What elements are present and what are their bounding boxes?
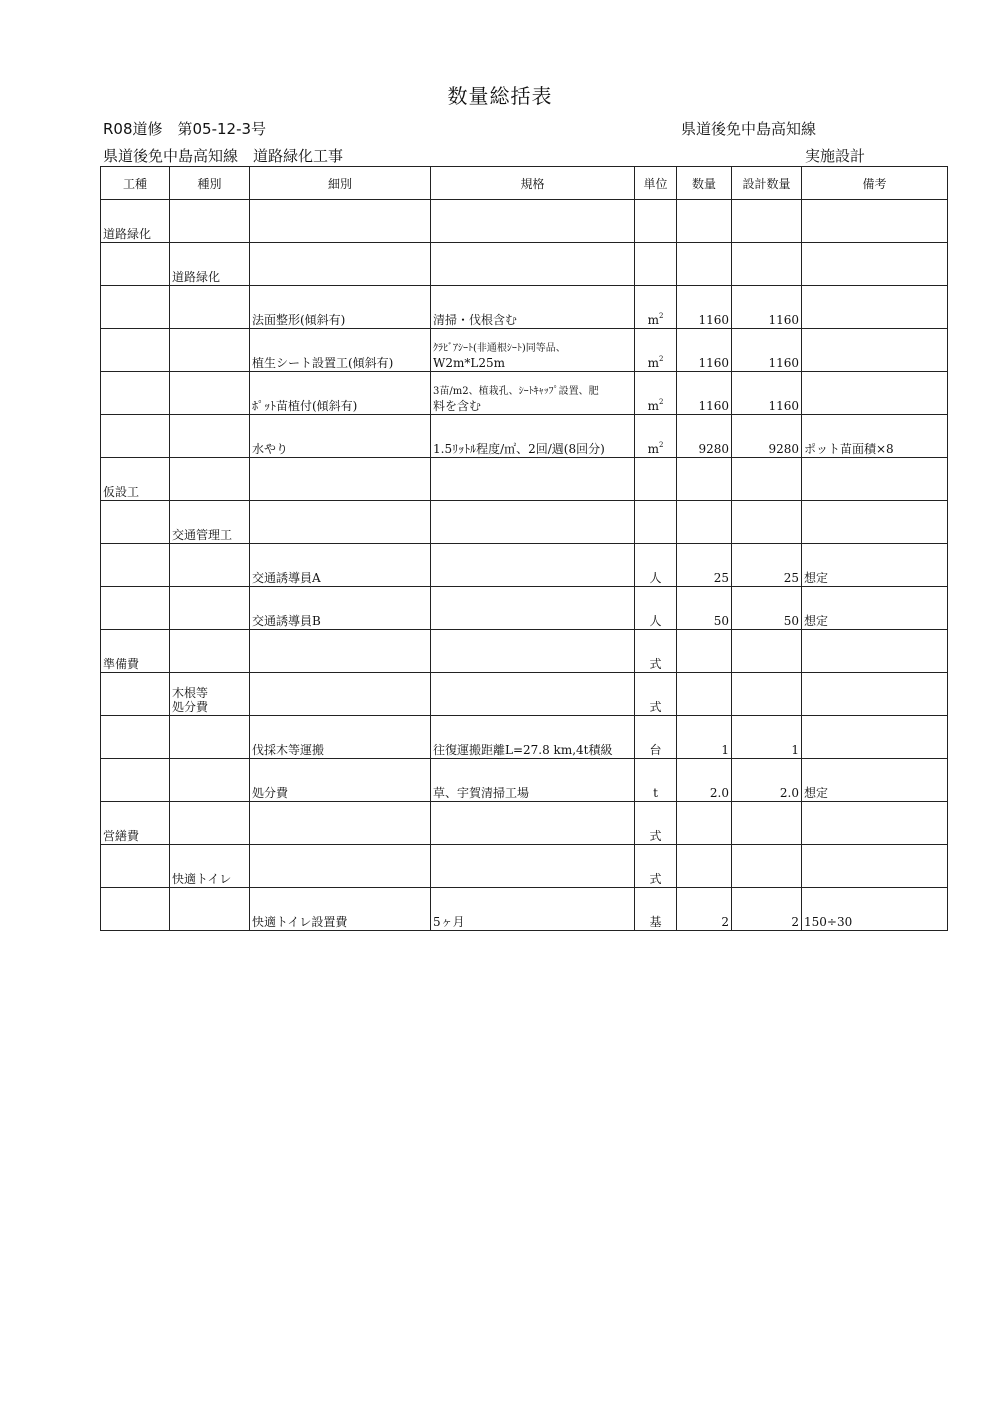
- suryo-cell: [677, 458, 732, 501]
- tani-cell: 式: [635, 673, 677, 716]
- biko-cell: 150÷30: [802, 888, 948, 931]
- kikaku-line-2: 料を含む: [433, 399, 482, 413]
- table-row: [101, 888, 948, 931]
- table-row: [101, 544, 948, 587]
- biko-cell: [802, 673, 948, 716]
- shubetsu-line-2: 処分費: [172, 700, 209, 714]
- koshu-cell: [101, 372, 170, 415]
- col-header-tani: 単位: [635, 167, 677, 200]
- koshu-cell: [101, 415, 170, 458]
- sekkei-cell: [732, 458, 802, 501]
- document-title: 数量総括表: [447, 84, 553, 108]
- tani-cell: [635, 286, 677, 329]
- tani-cell: [635, 243, 677, 286]
- kikaku-cell: [431, 673, 635, 716]
- table-row: [101, 716, 948, 759]
- table-row: [101, 243, 948, 286]
- biko-cell: [802, 630, 948, 673]
- sekkei-cell: [732, 673, 802, 716]
- shubetsu-cell: [170, 329, 250, 372]
- saibetsu-cell: [250, 501, 431, 544]
- kikaku-cell: [431, 845, 635, 888]
- sekkei-cell: 25: [732, 544, 802, 587]
- tani-cell: 人: [635, 587, 677, 630]
- design-stage: 実施設計: [805, 147, 866, 165]
- shubetsu-cell: [170, 888, 250, 931]
- tani-cell: 式: [635, 845, 677, 888]
- saibetsu-cell: [250, 243, 431, 286]
- suryo-cell: 1: [677, 716, 732, 759]
- saibetsu-cell: 植生シート設置工(傾斜有): [250, 329, 431, 372]
- biko-cell: [802, 716, 948, 759]
- sekkei-cell: 1160: [732, 372, 802, 415]
- suryo-cell: 50: [677, 587, 732, 630]
- tani-cell: [635, 458, 677, 501]
- tani-cell: 基: [635, 888, 677, 931]
- saibetsu-cell: 交通誘導員B: [250, 587, 431, 630]
- sekkei-cell: 1160: [732, 286, 802, 329]
- col-header-biko: 備考: [802, 167, 948, 200]
- koshu-cell: [101, 716, 170, 759]
- biko-cell: [802, 372, 948, 415]
- saibetsu-cell: [250, 630, 431, 673]
- unit-text: m: [647, 356, 659, 370]
- kikaku-cell: 1.5ﾘｯﾄﾙ程度/㎡、2回/週(8回分): [431, 415, 635, 458]
- table-row: [101, 372, 948, 415]
- route-name: 県道後免中島高知線: [681, 120, 817, 138]
- biko-cell: 想定: [802, 587, 948, 630]
- tani-cell: [635, 415, 677, 458]
- sekkei-cell: [732, 802, 802, 845]
- koshu-cell: [101, 587, 170, 630]
- biko-cell: [802, 243, 948, 286]
- koshu-cell: 道路緑化: [101, 200, 170, 243]
- koshu-cell: [101, 243, 170, 286]
- tani-cell: [635, 329, 677, 372]
- saibetsu-cell: ﾎﾟｯﾄ苗植付(傾斜有): [250, 372, 431, 415]
- table-row: [101, 845, 948, 888]
- koshu-cell: [101, 544, 170, 587]
- biko-cell: [802, 286, 948, 329]
- biko-cell: 想定: [802, 759, 948, 802]
- kikaku-cell: [431, 587, 635, 630]
- saibetsu-cell: [250, 200, 431, 243]
- sekkei-cell: [732, 200, 802, 243]
- kikaku-cell: [431, 544, 635, 587]
- koshu-cell: 仮設工: [101, 458, 170, 501]
- unit-superscript: 2: [658, 355, 664, 363]
- table-row: [101, 802, 948, 845]
- quantity-summary-table: [100, 166, 948, 931]
- shubetsu-cell: [170, 415, 250, 458]
- table-row: [101, 415, 948, 458]
- suryo-cell: [677, 501, 732, 544]
- unit-superscript: 2: [658, 312, 664, 320]
- shubetsu-line-1: 木根等: [172, 686, 209, 700]
- saibetsu-cell: 交通誘導員A: [250, 544, 431, 587]
- table-row: [101, 329, 948, 372]
- kikaku-cell: [431, 630, 635, 673]
- koshu-cell: [101, 845, 170, 888]
- biko-cell: 想定: [802, 544, 948, 587]
- suryo-cell: [677, 200, 732, 243]
- shubetsu-cell: [170, 544, 250, 587]
- table-row: [101, 200, 948, 243]
- table-row: [101, 458, 948, 501]
- col-header-suryo: 数量: [677, 167, 732, 200]
- saibetsu-cell: [250, 802, 431, 845]
- sekkei-cell: 2.0: [732, 759, 802, 802]
- koshu-cell: [101, 759, 170, 802]
- sekkei-cell: 1: [732, 716, 802, 759]
- kikaku-cell: [431, 458, 635, 501]
- sekkei-cell: [732, 630, 802, 673]
- kikaku-line-1: 3苗/m2、植栽孔、ｼｰﾄｷｬｯﾌﾟ設置、肥: [433, 386, 599, 397]
- col-header-saibetsu: 細別: [250, 167, 431, 200]
- shubetsu-cell: [170, 716, 250, 759]
- col-header-kikaku: 規格: [431, 167, 635, 200]
- tani-cell: [635, 372, 677, 415]
- suryo-cell: [677, 673, 732, 716]
- saibetsu-cell: 伐採木等運搬: [250, 716, 431, 759]
- table-row: [101, 286, 948, 329]
- biko-cell: [802, 845, 948, 888]
- saibetsu-cell: 快適トイレ設置費: [250, 888, 431, 931]
- tani-cell: 式: [635, 630, 677, 673]
- sekkei-cell: [732, 501, 802, 544]
- shubetsu-cell: [170, 630, 250, 673]
- saibetsu-cell: [250, 845, 431, 888]
- kikaku-cell: 往復運搬距離L=27.8 km,4t積級: [431, 716, 635, 759]
- suryo-cell: 1160: [677, 329, 732, 372]
- shubetsu-cell: [170, 286, 250, 329]
- sekkei-cell: 9280: [732, 415, 802, 458]
- suryo-cell: 2: [677, 888, 732, 931]
- suryo-cell: 25: [677, 544, 732, 587]
- suryo-cell: [677, 243, 732, 286]
- suryo-cell: [677, 802, 732, 845]
- kikaku-line-2: W2m*L25m: [433, 356, 505, 370]
- shubetsu-cell: [170, 802, 250, 845]
- biko-cell: [802, 458, 948, 501]
- saibetsu-cell: 処分費: [250, 759, 431, 802]
- shubetsu-cell: [170, 587, 250, 630]
- unit-text: m: [647, 313, 659, 327]
- tani-cell: 台: [635, 716, 677, 759]
- biko-cell: [802, 329, 948, 372]
- sekkei-cell: 50: [732, 587, 802, 630]
- suryo-cell: 2.0: [677, 759, 732, 802]
- koshu-cell: [101, 888, 170, 931]
- shubetsu-cell: [170, 372, 250, 415]
- koshu-cell: [101, 286, 170, 329]
- shubetsu-cell: [170, 458, 250, 501]
- kikaku-cell: 草、宇賀清掃工場: [431, 759, 635, 802]
- saibetsu-cell: 法面整形(傾斜有): [250, 286, 431, 329]
- saibetsu-cell: [250, 458, 431, 501]
- biko-cell: [802, 501, 948, 544]
- koshu-cell: [101, 673, 170, 716]
- kikaku-cell: [431, 501, 635, 544]
- kikaku-cell: 清掃・伐根含む: [431, 286, 635, 329]
- suryo-cell: [677, 630, 732, 673]
- sekkei-cell: 2: [732, 888, 802, 931]
- col-header-sekkei: 設計数量: [732, 167, 802, 200]
- suryo-cell: 9280: [677, 415, 732, 458]
- col-header-koshu: 工種: [101, 167, 170, 200]
- kikaku-line-1: ｸﾗﾋﾞｱｼｰﾄ(非通根ｼｰﾄ)同等品、: [433, 343, 566, 354]
- shubetsu-cell: 道路緑化: [170, 243, 250, 286]
- table-row: [101, 759, 948, 802]
- koshu-cell: [101, 501, 170, 544]
- project-name: 県道後免中島高知線 道路緑化工事: [103, 147, 344, 165]
- unit-text: m: [647, 442, 659, 456]
- unit-superscript: 2: [658, 398, 664, 406]
- koshu-cell: 準備費: [101, 630, 170, 673]
- shubetsu-cell: [170, 759, 250, 802]
- unit-superscript: 2: [658, 441, 664, 449]
- table-row: [101, 630, 948, 673]
- tani-cell: 式: [635, 802, 677, 845]
- unit-text: m: [647, 399, 659, 413]
- col-header-shubetsu: 種別: [170, 167, 250, 200]
- tani-cell: [635, 501, 677, 544]
- tani-cell: t: [635, 759, 677, 802]
- suryo-cell: [677, 845, 732, 888]
- biko-cell: [802, 200, 948, 243]
- kikaku-cell: [431, 802, 635, 845]
- contract-number: R08道修 第05-12-3号: [103, 120, 267, 138]
- suryo-cell: 1160: [677, 286, 732, 329]
- shubetsu-cell: 快適トイレ: [170, 845, 250, 888]
- koshu-cell: 営繕費: [101, 802, 170, 845]
- suryo-cell: 1160: [677, 372, 732, 415]
- kikaku-cell: [431, 372, 635, 415]
- koshu-cell: [101, 329, 170, 372]
- sekkei-cell: [732, 243, 802, 286]
- kikaku-cell: [431, 200, 635, 243]
- table-header-row: [101, 167, 948, 200]
- biko-cell: [802, 802, 948, 845]
- shubetsu-cell: [170, 673, 250, 716]
- table-row: [101, 501, 948, 544]
- shubetsu-cell: 交通管理工: [170, 501, 250, 544]
- table-row: [101, 673, 948, 716]
- saibetsu-cell: 水やり: [250, 415, 431, 458]
- kikaku-cell: [431, 243, 635, 286]
- kikaku-cell: [431, 329, 635, 372]
- biko-cell: ポット苗面積×8: [802, 415, 948, 458]
- shubetsu-cell: [170, 200, 250, 243]
- kikaku-cell: 5ヶ月: [431, 888, 635, 931]
- saibetsu-cell: [250, 673, 431, 716]
- tani-cell: 人: [635, 544, 677, 587]
- tani-cell: [635, 200, 677, 243]
- table-row: [101, 587, 948, 630]
- sekkei-cell: 1160: [732, 329, 802, 372]
- sekkei-cell: [732, 845, 802, 888]
